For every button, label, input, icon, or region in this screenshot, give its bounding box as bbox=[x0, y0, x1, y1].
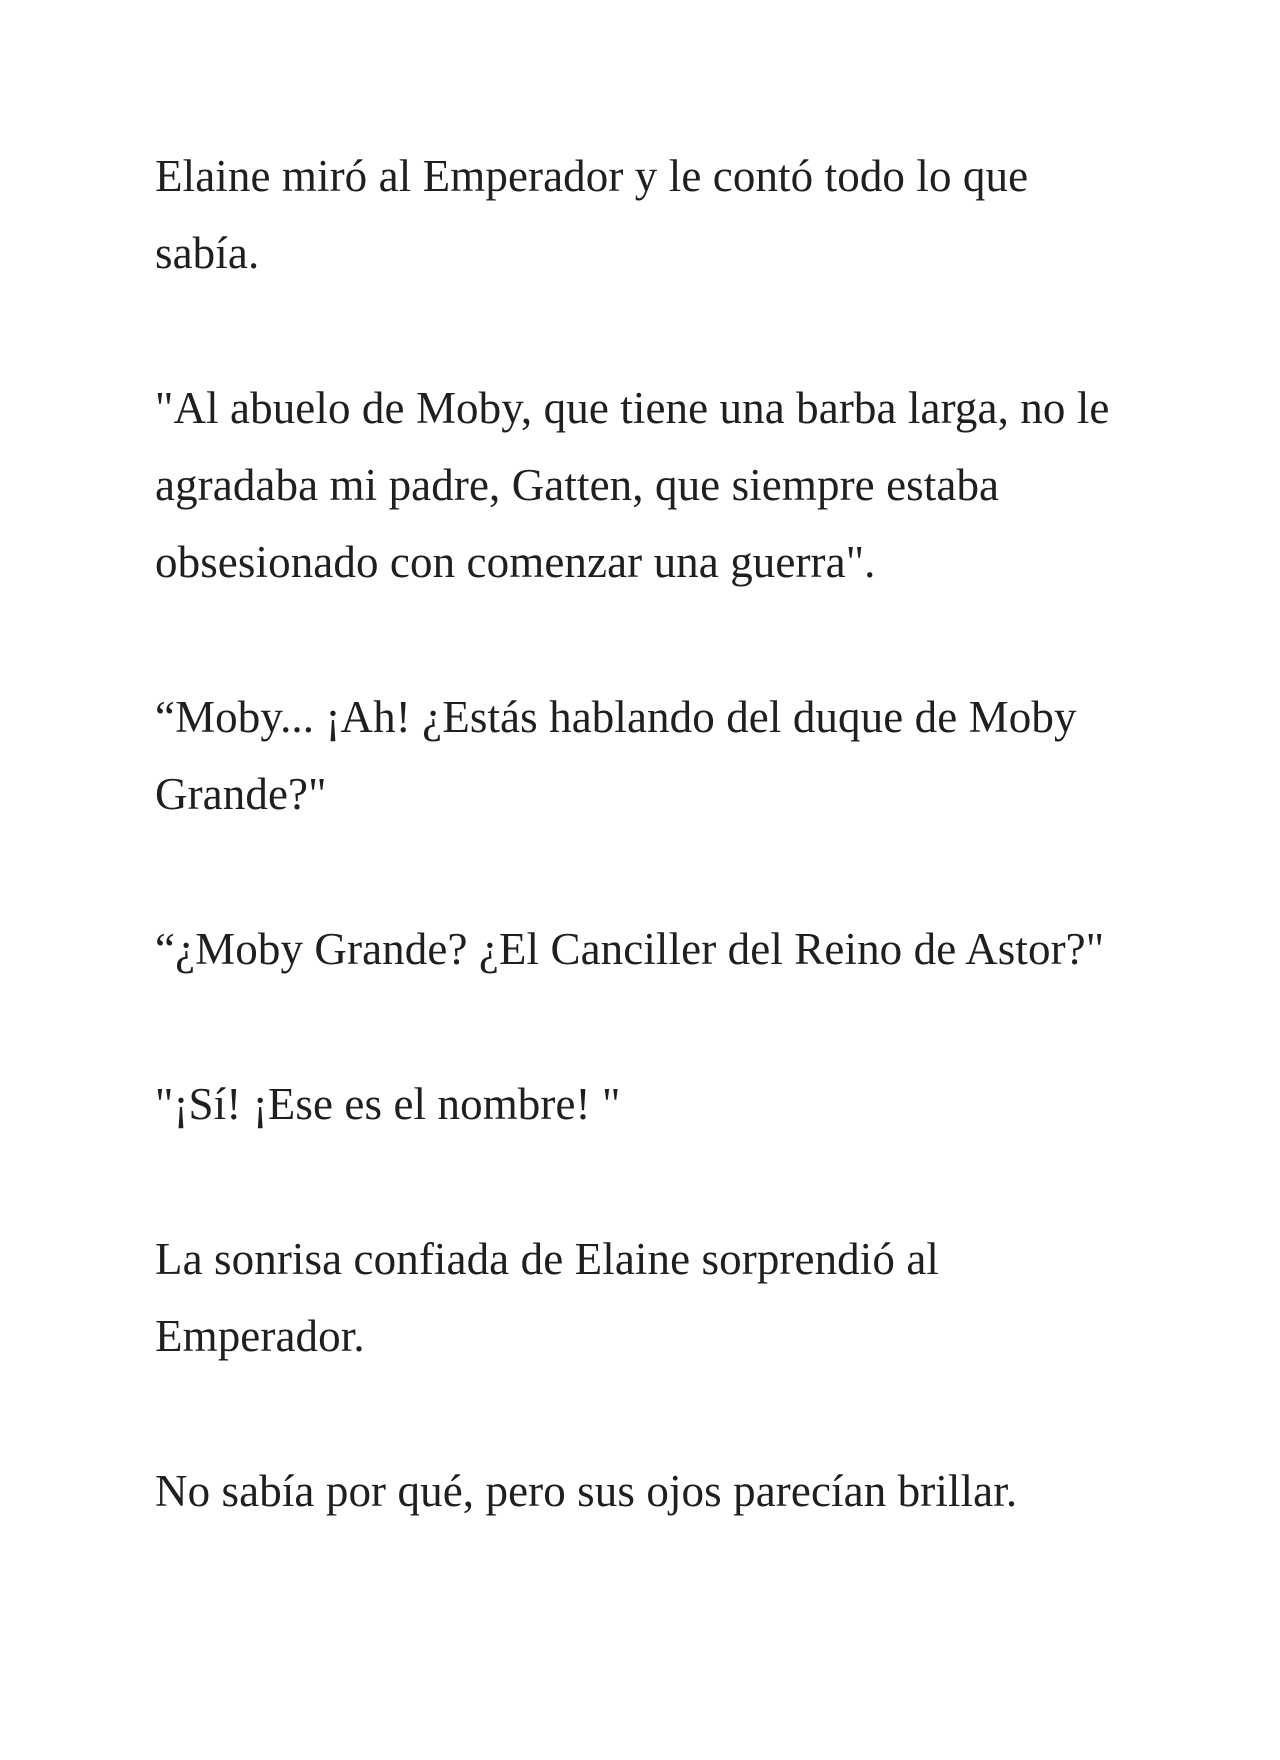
story-text bbox=[155, 138, 1135, 1608]
paragraph-6: La sonrisa confiada de Elaine sorprendió al Emperador. bbox=[155, 1234, 939, 1361]
paragraph-7: No sabía por qué, pero sus ojos parecían brillar. bbox=[155, 1466, 1018, 1516]
paragraph-4: “¿Moby Grande? ¿El Canciller del Reino de Astor?" bbox=[155, 924, 1105, 974]
paragraph-3: “Moby... ¡Ah! ¿Estás hablando del duque de Moby Grande?" bbox=[155, 692, 1077, 819]
paragraph-5: "¡Sí! ¡Ese es el nombre! " bbox=[155, 1079, 621, 1129]
paragraph-1: Elaine miró al Emperador y le contó todo lo que sabía. bbox=[155, 151, 1029, 278]
paragraph-2: "Al abuelo de Moby, que tiene una barba larga, no le agradaba mi padre, Gatten, que siempre estaba obsesionado con comenzar una guerra". bbox=[155, 383, 1110, 587]
